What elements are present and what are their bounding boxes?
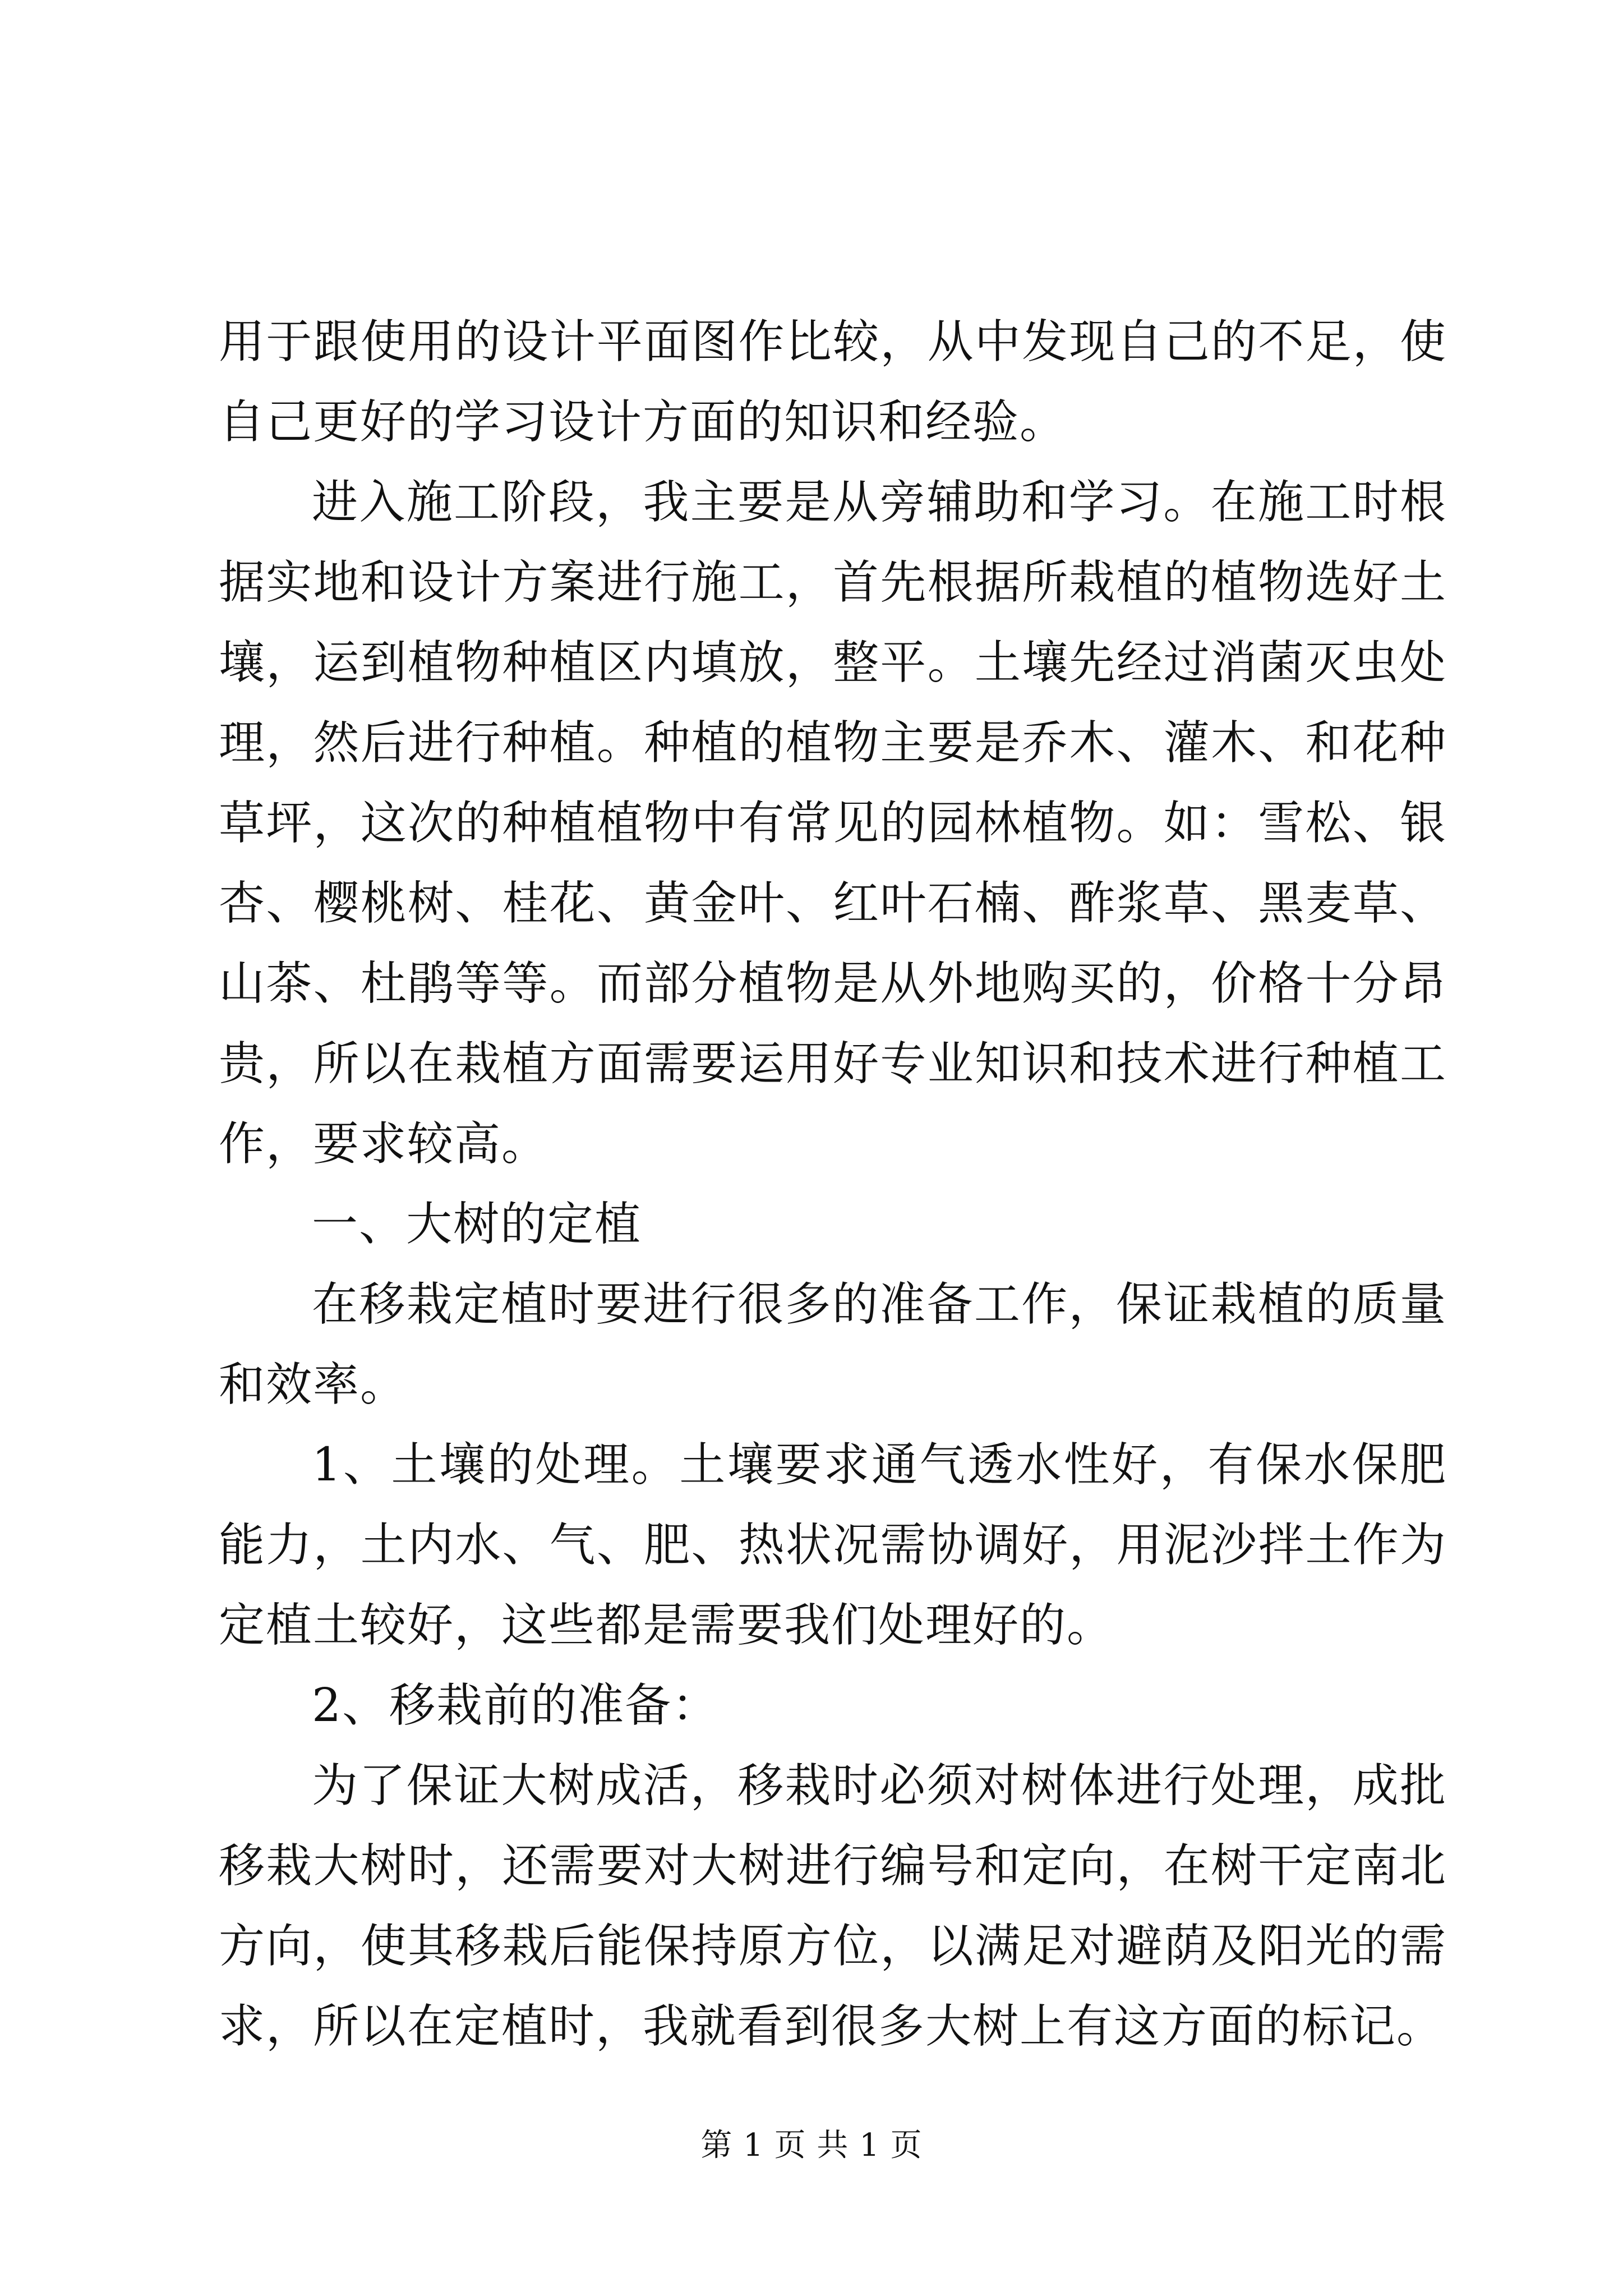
- paragraph-continuation: 用于跟使用的设计平面图作比较，从中发现自己的不足，使自己更好的学习设计方面的知识和经验。: [219, 315, 1447, 449]
- section-heading-tree-planting: 一、大树的定植: [312, 1198, 642, 1251]
- paragraph-soil-treatment: 1、土壤的处理。土壤要求通气透水性好，有保水保肥能力，土内水、气、肥、热状况需协调好，用泥沙拌土作为定植土较好，这些都是需要我们处理好的。: [219, 1438, 1447, 1652]
- document-body: [219, 302, 1447, 2067]
- paragraph-preparation: 在移栽定植时要进行很多的准备工作，保证栽植的质量和效率。: [219, 1278, 1447, 1411]
- paragraph-tree-orientation: 为了保证大树成活，移栽时必须对树体进行处理，成批移栽大树时，还需要对大树进行编号和定向，在树干定南北方向，使其移栽后能保持原方位，以满足对避荫及阳光的需求，所以在定植时，我就看到很多大树上有这方面的标记。: [219, 1759, 1447, 2053]
- paragraph-construction-stage: 进入施工阶段，我主要是从旁辅助和学习。在施工时根据实地和设计方案进行施工，首先根据所栽植的植物选好土壤，运到植物种植区内填放，整平。土壤先经过消菌灭虫处理，然后进行种植。种植的植物主要是乔木、灌木、和花种草坪，这次的种植植物中有常见的园林植物。如：雪松、银杏、樱桃树、桂花、黄金叶、红叶石楠、酢浆草、黑麦草、山茶、杜鹃等等。而部分植物是从外地购买的，价格十分昂贵，所以在栽植方面需要运用好专业知识和技术进行种植工作，要求较高。: [219, 476, 1447, 1171]
- paragraph-pre-transplant-heading: 2、移栽前的准备：: [312, 1679, 720, 1732]
- page-footer: 第 1 页 共 1 页: [700, 2127, 923, 2164]
